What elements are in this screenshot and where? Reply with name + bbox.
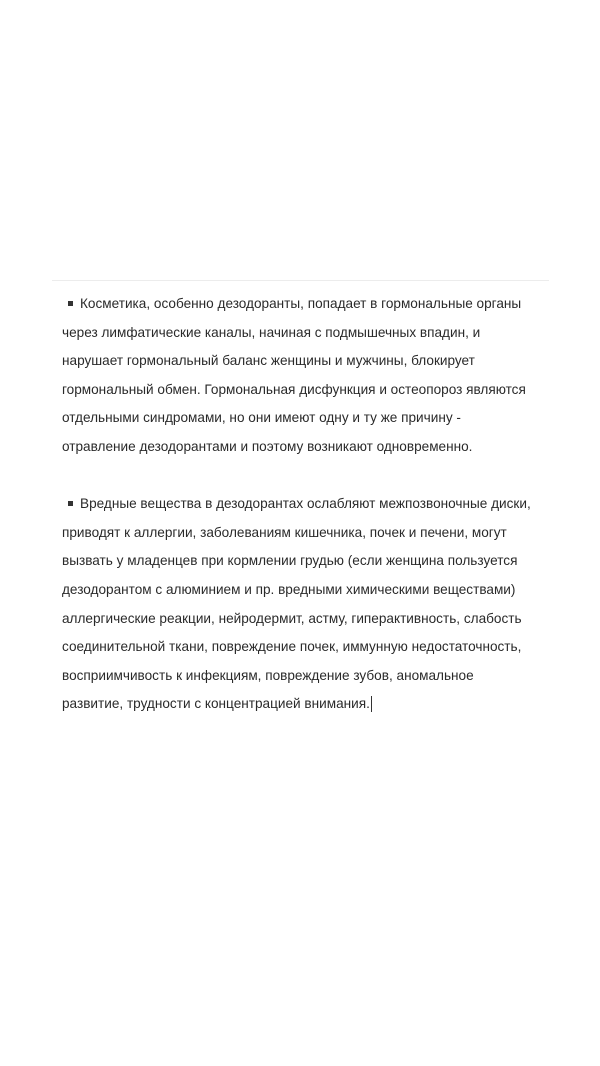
text-line [62,290,542,319]
line-text: развитие, трудности с концентрацией внимания. [62,696,370,712]
bullet-icon [68,501,73,506]
text-line [62,690,542,719]
text-line: гормональный обмен. Гормональная дисфункция и остеопороз являются [62,381,526,397]
text-line: нарушает гормональный баланс женщины и мужчины, блокирует [62,353,475,369]
paragraph-harmful-substances [62,490,542,719]
top-divider [52,280,549,281]
text-line: дезодорантом с алюминием и пр. вредными химическими веществами) [62,581,516,597]
text-line: приводят к аллергии, заболеваниям кишечника, почек и печени, могут [62,524,507,540]
document-body[interactable] [62,290,542,719]
text-line: аллергические реакции, нейродермит, астму, гиперактивность, слабость [62,610,522,626]
bullet-icon [68,301,73,306]
text-line: соединительной ткани, повреждение почек, иммунную недостаточность, [62,639,522,655]
text-line [62,490,542,519]
text-line: отравление дезодорантами и поэтому возникают одновременно. [62,438,473,454]
text-line: через лимфатические каналы, начиная с подмышечных впадин, и [62,324,481,340]
line-text: Вредные вещества в дезодорантах ослабляют межпозвоночные диски, [80,496,531,512]
paragraph-gap [62,462,542,491]
text-line: отдельными синдромами, но они имеют одну и ту же причину - [62,410,461,426]
text-cursor-icon [371,696,372,712]
paragraph-cosmetics [62,290,542,462]
text-line: восприимчивость к инфекциям, повреждение зубов, аномальное [62,667,474,683]
text-line: вызвать у младенцев при кормлении грудью (если женщина пользуется [62,553,518,569]
line-text: Косметика, особенно дезодоранты, попадает в гормональные органы [80,296,522,311]
